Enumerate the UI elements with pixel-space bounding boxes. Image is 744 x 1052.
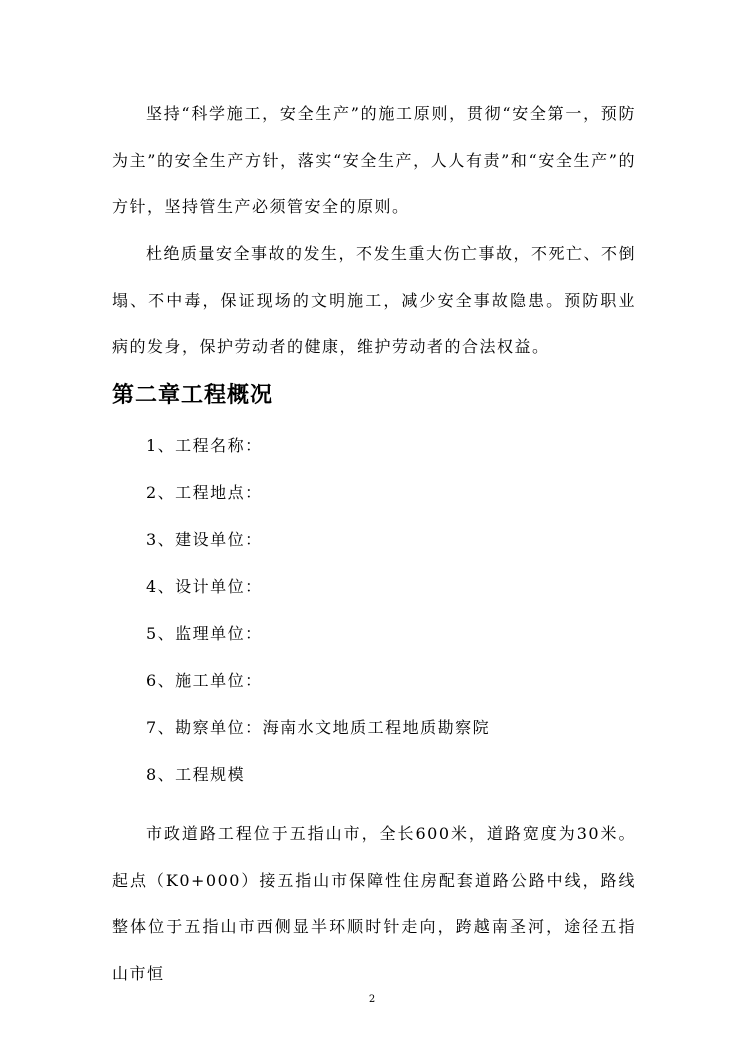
list-item-project-location: 2、工程地点：: [146, 483, 263, 502]
list-item-supervision-unit: 5、监理单位：: [146, 624, 263, 643]
list-item-design-unit: 4、设计单位：: [146, 577, 263, 596]
project-info-list: [146, 422, 490, 798]
list-item-survey-unit: 7、勘察单位：海南水文地质工程地质勘察院: [146, 718, 491, 737]
list-item-project-name: 1、工程名称：: [146, 436, 263, 455]
safety-principle-paragraph: 坚持“科学施工，安全生产”的施工原则，贯彻“安全第一，预防为主”的安全生产方针，落实“安全生产，人人有责”和“安全生产”的方针，坚持管生产必须管安全的原则。: [112, 104, 636, 216]
project-scale-paragraph: 市政道路工程位于五指山市，全长600米，道路宽度为30米。起点（K0+000）接五指山市保障性住房配套道路公路中线，路线整体位于五指山市西侧显半环顺时针走向，跨越南圣河，途径五指山市恒: [112, 824, 636, 983]
list-item-contractor-unit: 6、施工单位：: [146, 671, 263, 690]
accident-prevention-paragraph: 杜绝质量安全事故的发生，不发生重大伤亡事故，不死亡、不倒塌、不中毒，保证现场的文明施工，减少安全事故隐患。预防职业病的发身，保护劳动者的健康，维护劳动者的合法权益。: [112, 244, 637, 356]
chapter-heading: 第二章工程概况: [112, 383, 274, 408]
list-item-construction-unit: 3、建设单位：: [146, 530, 263, 549]
list-item-project-scale: 8、工程规模: [146, 765, 246, 784]
page-number: 2: [368, 994, 376, 1005]
